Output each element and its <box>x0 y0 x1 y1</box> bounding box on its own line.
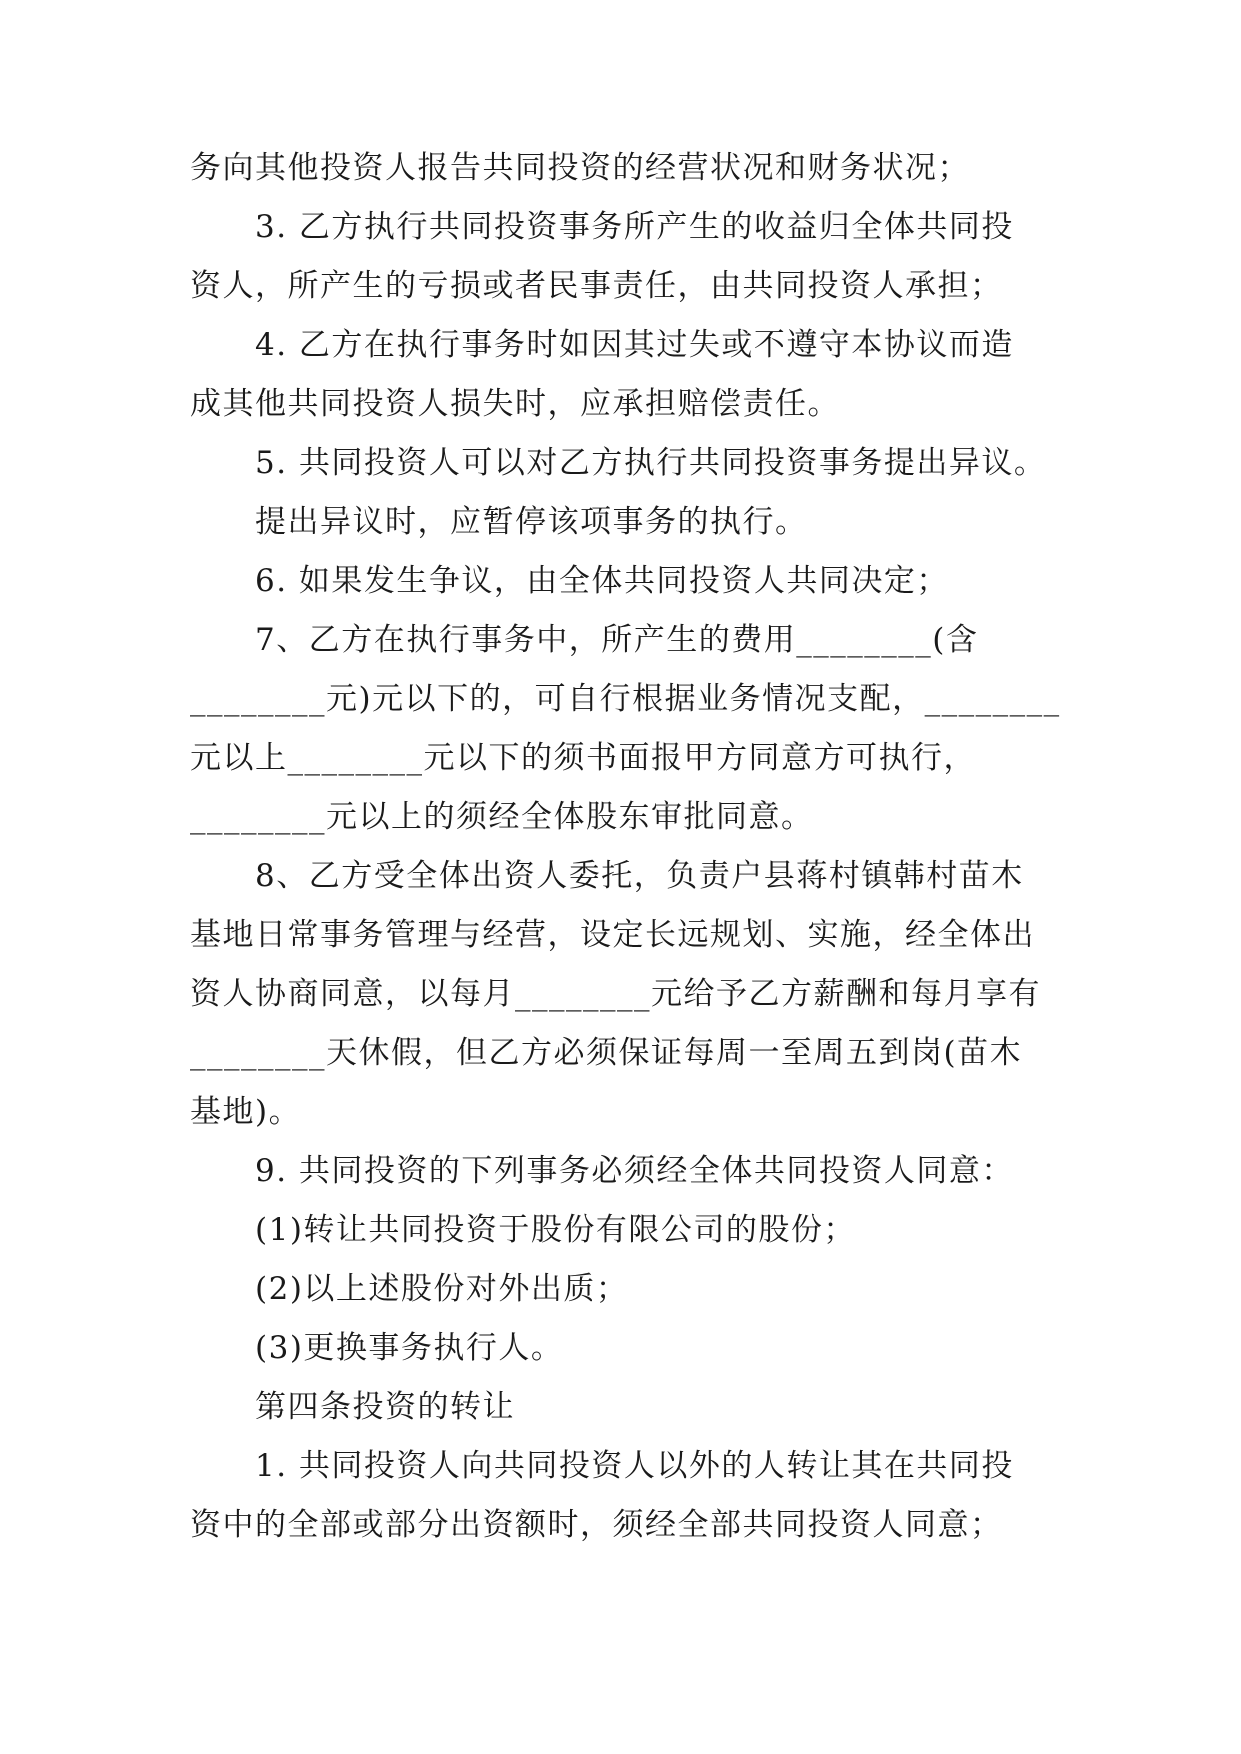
text-line: ________元)元以下的，可自行根据业务情况支配，________ <box>190 681 1061 717</box>
text-line: 基地日常事务管理与经营，设定长远规划、实施，经全体出 <box>190 917 1035 953</box>
text-line: ________元以上的须经全体股东审批同意。 <box>190 799 814 835</box>
text-line: 资人，所产生的亏损或者民事责任，由共同投资人承担； <box>190 268 1003 304</box>
text-line: 元以上________元以下的须书面报甲方同意方可执行， <box>190 740 976 776</box>
text-line: 9. 共同投资的下列事务必须经全体共同投资人同意： <box>255 1153 1014 1189</box>
text-line: 资人协商同意，以每月________元给予乙方薪酬和每月享有 <box>190 976 1041 1012</box>
text-line: 资中的全部或部分出资额时，须经全部共同投资人同意； <box>190 1507 1003 1543</box>
text-line: (3)更换事务执行人。 <box>255 1330 564 1366</box>
text-line: 7、乙方在执行事务中，所产生的费用________(含 <box>255 622 979 658</box>
text-line: 8、乙方受全体出资人委托，负责户县蒋村镇韩村苗木 <box>255 858 1024 894</box>
text-line: (1)转让共同投资于股份有限公司的股份； <box>255 1212 856 1248</box>
text-line: 提出异议时，应暂停该项事务的执行。 <box>255 504 808 540</box>
text-line: 基地)。 <box>190 1094 302 1130</box>
text-line: 5. 共同投资人可以对乙方执行共同投资事务提出异议。 <box>255 445 1047 481</box>
text-line: 成其他共同投资人损失时，应承担赔偿责任。 <box>190 386 840 422</box>
text-line: 1. 共同投资人向共同投资人以外的人转让其在共同投 <box>255 1448 1014 1484</box>
text-line: 3. 乙方执行共同投资事务所产生的收益归全体共同投 <box>255 209 1014 245</box>
section-heading: 第四条投资的转让 <box>255 1389 515 1425</box>
text-line: ________天休假，但乙方必须保证每周一至周五到岗(苗木 <box>190 1035 1023 1071</box>
text-line: 4. 乙方在执行事务时如因其过失或不遵守本协议而造 <box>255 327 1014 363</box>
text-line: (2)以上述股份对外出质； <box>255 1271 629 1307</box>
text-line: 6. 如果发生争议，由全体共同投资人共同决定； <box>255 563 949 599</box>
text-line: 务向其他投资人报告共同投资的经营状况和财务状况； <box>190 150 970 186</box>
